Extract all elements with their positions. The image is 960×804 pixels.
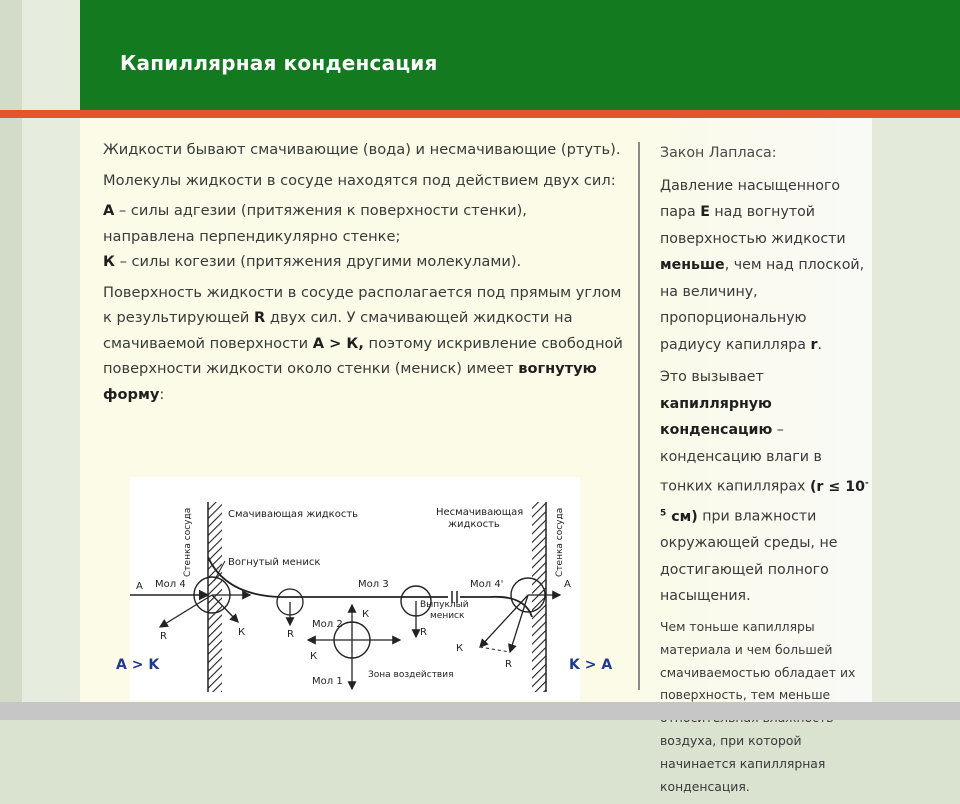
paragraph-meniscus: Поверхность жидкости в сосуде располагается под прямым углом к результирующей R двух сил. У смачивающей жидкости на смачиваемой поверхности А > К, поэтому искривление свободной поверхности жидкости около стенки (мениск) имеет вогнутую форму: — [103, 283, 623, 403]
r-label-right: R — [505, 659, 512, 670]
right-wall-hatch — [532, 502, 546, 692]
paragraph-adhesion: А – силы адгезии (притяжения к поверхности стенки), направлена перпендикулярно стенке; — [103, 202, 527, 245]
concave-label: Вогнутый мениск — [228, 557, 321, 568]
mol3-label: Мол 3 — [358, 579, 389, 590]
paragraph-liquids: Жидкости бывают смачивающие (вода) и несмачивающие (ртуть). — [103, 141, 621, 158]
right-wall-label: Стенка сосуда — [555, 507, 565, 577]
paragraph-condensation: Это вызывает капиллярную конденсацию – конденсацию влаги в тонких капиллярах ($r \le 10^{-5}$ см) при влажности окружающей среды, не достигающей полного насыщения. — [660, 369, 869, 605]
label-k-greater-a: K > A — [569, 657, 613, 673]
r-label-left: R — [160, 631, 167, 642]
mol1-label: Мол 1 — [312, 676, 343, 687]
k-label-left: К — [238, 627, 246, 638]
r-label-mid: R — [287, 629, 294, 640]
laplace-law-title: Закон Лапласа: — [660, 145, 777, 161]
left-margin-panel — [22, 0, 80, 720]
zone-label: Зона воздействия — [368, 670, 454, 680]
k-label-bottom: К — [310, 651, 318, 662]
nonwetting-label-2: жидкость — [448, 519, 500, 530]
k-label-right: К — [456, 643, 464, 654]
slide-header — [80, 0, 960, 110]
paragraph-pressure: Давление насыщенного пара Е над вогнутой поверхностью жидкости меньше, чем над плоской, на величину, пропорциональную радиусу капилляра r. — [660, 177, 865, 353]
r-label-3: R — [420, 627, 427, 638]
a-label-right: А — [564, 579, 571, 590]
column-divider — [638, 142, 640, 690]
wetting-label: Смачивающая жидкость — [228, 509, 359, 520]
convex-label-1: Выпуклый — [420, 600, 469, 610]
paragraph-forces: Молекулы жидкости в сосуде находятся под действием двух сил: — [103, 171, 616, 189]
left-text-column — [103, 137, 623, 412]
paragraph-thin-capillaries: Чем тоньше капилляры материала и чем большей смачиваемостью обладает их поверхность, тем меньше воздуха, при которой начинается капиллярная конденсация. — [660, 618, 856, 794]
mol4p-label: Мол 4' — [470, 579, 504, 590]
meniscus-diagram-svg — [130, 477, 580, 700]
meniscus-diagram — [130, 477, 580, 700]
left-margin-band — [0, 0, 22, 720]
left-wall-label: Стенка сосуда — [183, 507, 193, 577]
convex-label-2: мениск — [430, 611, 465, 621]
mol4-label-left: Мол 4 — [155, 579, 186, 590]
header-accent-line — [0, 110, 960, 118]
left-wall-hatch — [208, 502, 222, 692]
k-label-mid: К — [362, 609, 370, 620]
nonwetting-label-1: Несмачивающая — [436, 507, 524, 518]
a-label-left: А — [136, 581, 143, 592]
paragraph-cohesion: К – силы когезии (притяжения другими молекулами). — [103, 253, 522, 270]
mol2-label: Мол 2 — [312, 619, 343, 630]
convex-meniscus-line — [460, 597, 532, 617]
bottom-band — [0, 702, 960, 720]
label-a-greater-k: A > K — [116, 657, 160, 673]
page-title: Капиллярная конденсация — [120, 51, 438, 75]
